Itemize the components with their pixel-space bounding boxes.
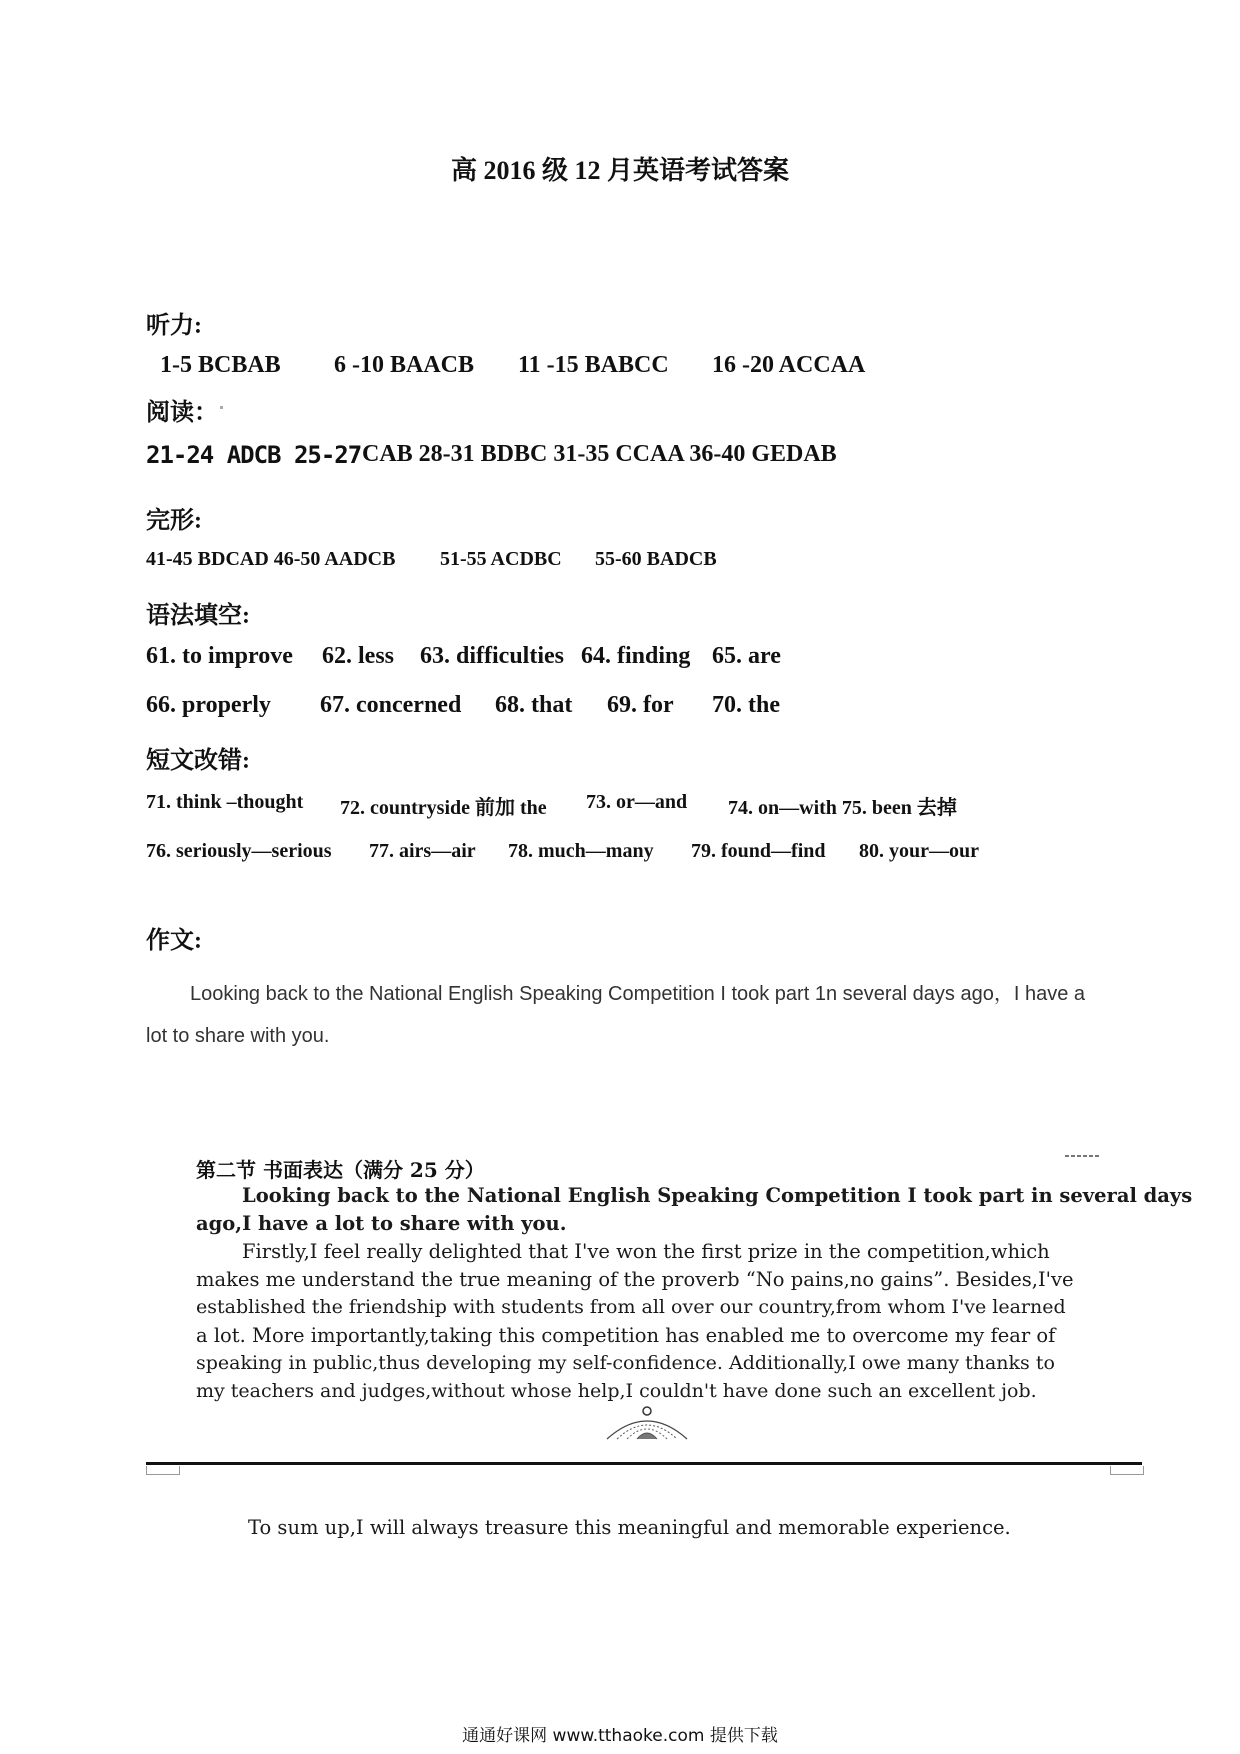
correction-answer-71: 71. think –thought <box>146 791 304 813</box>
scan-fragment <box>1065 1146 1101 1152</box>
scanned-line-5: established the friendship with students from all over our country,from whom I've learned <box>196 1296 1066 1318</box>
scan-speck <box>220 406 223 409</box>
correction-answer-77: 77. airs—air <box>369 840 476 862</box>
correction-heading: 短文改错: <box>146 748 250 774</box>
divider-right-tick <box>1110 1466 1144 1475</box>
listening-answers-2: 6 -10 BAACB <box>334 352 475 378</box>
correction-answer-78: 78. much—many <box>508 840 654 862</box>
grammar-answer-63: 63. difficulties <box>420 643 564 669</box>
scanned-line-4: makes me understand the true meaning of the proverb “No pains,no gains”. Besides,I've <box>196 1268 1074 1291</box>
correction-answer-80: 80. your—our <box>859 840 979 862</box>
grammar-answer-67: 67. concerned <box>320 692 462 718</box>
cloze-heading: 完形: <box>146 508 202 534</box>
scanned-section-title: 第二节 书面表达（满分 25 分） <box>196 1158 485 1182</box>
correction-answer-73: 73. or—and <box>586 791 688 813</box>
scanned-line-1: Looking back to the National English Speaking Competition I took part in several days <box>242 1184 1193 1207</box>
scanned-line-3: Firstly,I feel really delighted that I've won the first prize in the competition,which <box>242 1240 1050 1263</box>
grammar-answer-65: 65. are <box>712 643 781 669</box>
scanned-line-8: my teachers and judges,without whose help,I couldn't have done such an excellent job. <box>196 1380 1037 1402</box>
grammar-answer-66: 66. properly <box>146 692 271 718</box>
page-divider <box>146 1462 1142 1465</box>
cloze-answers-1: 41-45 BDCAD 46-50 AADCB <box>146 548 396 570</box>
correction-answer-74-75: 74. on—with 75. been 去掉 <box>728 797 957 819</box>
listening-heading: 听力: <box>146 313 202 339</box>
reading-answers-part2: CAB 28-31 BDBC 31-35 CCAA 36-40 GEDAB <box>362 441 837 467</box>
cloze-answers-2: 51-55 ACDBC <box>440 548 562 570</box>
grammar-answer-61: 61. to improve <box>146 643 293 669</box>
grammar-heading: 语法填空: <box>146 603 250 629</box>
listening-answers-1: 1-5 BCBAB <box>160 352 281 378</box>
scanned-closing-line: To sum up,I will always treasure this meaningful and memorable experience. <box>248 1516 1011 1539</box>
footer-source: 通通好课网 www.tthaoke.com 提供下载 <box>462 1726 778 1746</box>
page-title: 高 2016 级 12 月英语考试答案 <box>450 156 789 185</box>
reading-answers-part1: 21-24 ADCB 25-27 <box>146 441 362 469</box>
cloze-answers-3: 55-60 BADCB <box>595 548 717 570</box>
grammar-answer-69: 69. for <box>607 692 674 718</box>
listening-answers-3: 11 -15 BABCC <box>518 352 669 378</box>
correction-answer-76: 76. seriously—serious <box>146 840 332 862</box>
scanned-line-7: speaking in public,thus developing my self-confidence. Additionally,I owe many thanks to <box>196 1352 1055 1374</box>
grammar-answer-68: 68. that <box>495 692 573 718</box>
scan-stamp-mark <box>603 1405 691 1441</box>
writing-intro-line-1: Looking back to the National English Speaking Competition I took part 1n several days ago，I have a <box>190 983 1085 1005</box>
writing-heading: 作文: <box>146 928 202 954</box>
reading-heading: 阅读： <box>146 400 218 426</box>
divider-left-tick <box>146 1466 180 1475</box>
grammar-answer-62: 62. less <box>322 643 394 669</box>
grammar-answer-70: 70. the <box>712 692 780 718</box>
scanned-line-2: ago,I have a lot to share with you. <box>196 1212 567 1235</box>
listening-answers-4: 16 -20 ACCAA <box>712 352 866 378</box>
correction-answer-72: 72. countryside 前加 the <box>340 797 547 819</box>
correction-answer-79: 79. found—find <box>691 840 826 862</box>
scanned-line-6: a lot. More importantly,taking this competition has enabled me to overcome my fear of <box>196 1324 1056 1347</box>
writing-intro-line-2: lot to share with you. <box>146 1025 330 1047</box>
grammar-answer-64: 64. finding <box>581 643 691 669</box>
